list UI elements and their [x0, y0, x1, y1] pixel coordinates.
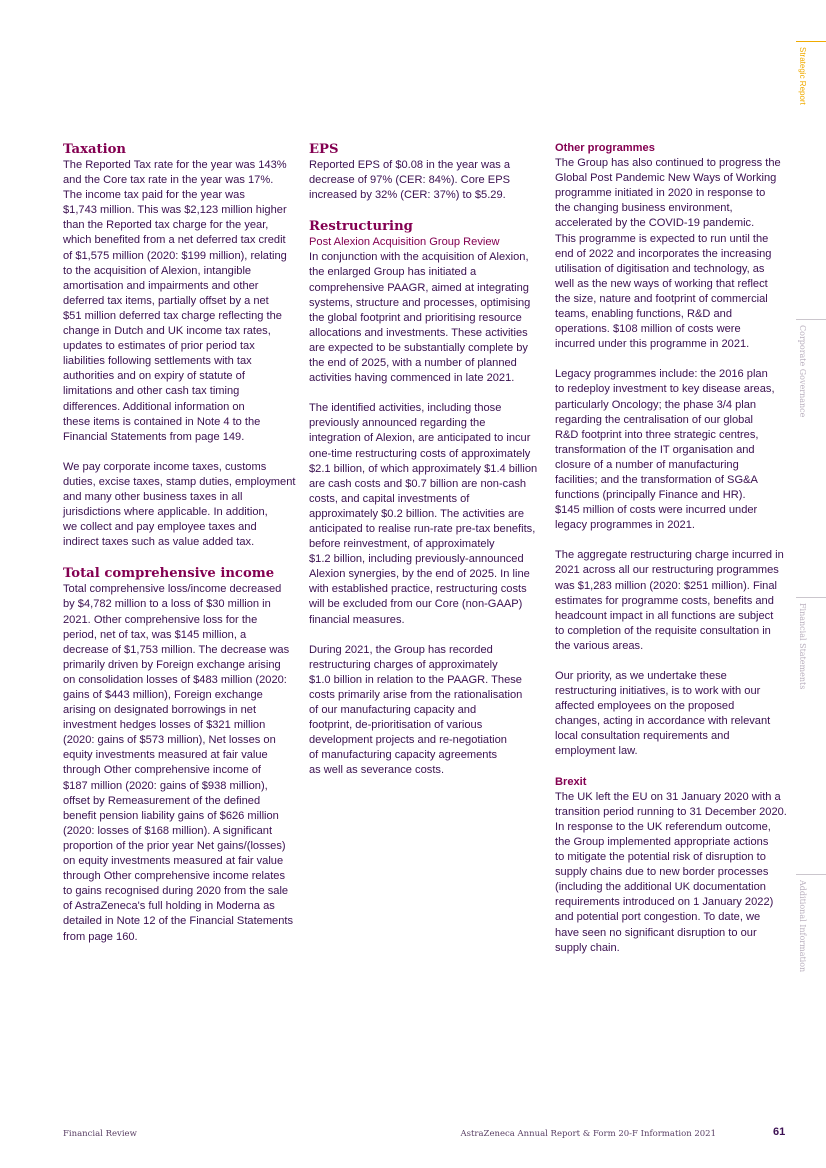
eps-heading: EPS: [309, 142, 339, 157]
restructuring-paragraph-2: The identified activities, including those previously announced regarding the integration of Alexion, are anticipated to incur one-time restructuring costs of approximately $2.1 billion, of which approximately $1.4 billion are cash costs and $0.7 billion are non-cash costs, and capital investments of approximately $0.2 billion. The activities are anticipated to realise run-rate pre-tax benefits, before reinvestment, of approximately $1.2 billion, including previously-announced Alexion synergies, by the end of 2025. In line with established practice, restructuring costs will be excluded from our Core (non-GAAP) financial measures.: [309, 402, 538, 626]
tab-indicator: [796, 874, 826, 875]
side-tab-label: Financial Statements: [798, 603, 807, 690]
tab-indicator: [796, 319, 826, 320]
restructuring-paragraph-1: In conjunction with the acquisition of Alexion, the enlarged Group has initiated a comprehensive PAAGR, aimed at integrating systems, structure and processes, optimising the global footprint and prioritising resource allocations and investments. These activities are expected to be substantially complete by the end of 2025, with a number of planned activities having commenced in late 2021.: [309, 251, 531, 385]
column-middle: [309, 141, 545, 778]
other-programmes-heading: Other programmes: [555, 142, 655, 154]
column-left: [63, 141, 299, 945]
brexit-paragraph: The UK left the EU on 31 January 2020 with a transition period running to 31 December 2020. In response to the UK referendum outcome, the Group implemented appropriate actions to mitigate the potential risk of disruption to supply chains due to new border processes (including the additional UK documentation requirements introduced on 1 January 2022) and potential port congestion. To date, we have seen no significant disruption to our supply chain.: [555, 790, 787, 954]
side-tab-label: Corporate Governance: [798, 325, 807, 418]
restructuring-heading: Restructuring: [309, 219, 413, 235]
other-programmes-paragraph-3: The aggregate restructuring charge incurred in 2021 across all our restructuring programmes was $1,283 million (2020: $251 million). Final estimates for programme costs, benefits and headcount impact in all functions are subject to completion of the requisite consultation in the various areas.: [555, 549, 784, 652]
tab-indicator: [796, 597, 826, 598]
other-programmes-paragraph-2: Legacy programmes include: the 2016 plan to redeploy investment to key disease areas, particularly Oncology; the phase 3/4 plan regarding the centralisation of our global R&D footprint into three strategic centres, transformation of the IT organisation and closure of a number of manufacturing facilities; and the transformation of SG&A functions (principally Finance and HR). $145 million of costs were incurred under legacy programmes in 2021.: [555, 368, 775, 532]
total-comprehensive-income-heading: Total comprehensive income: [63, 566, 275, 582]
side-tab-label: Additional Information: [798, 880, 807, 973]
footer-publication-title: AstraZeneca Annual Report & Form 20-F Information 2021: [460, 1129, 716, 1139]
restructuring-paragraph-3: During 2021, the Group has recorded restructuring charges of approximately $1.0 billion in relation to the PAAGR. These costs primarily arise from the rationalisation of our manufacturing capacity and footprint, de-prioritisation of various development projects and re-negotiation of manufacturing capacity agreements as well as severance costs.: [309, 643, 523, 777]
other-programmes-paragraph-4: Our priority, as we undertake these restructuring initiatives, is to work with our affected employees on the proposed changes, acting in accordance with relevant local consultation requirements and employment law.: [555, 670, 771, 758]
total-comprehensive-income-paragraph: Total comprehensive loss/income decreased by $4,782 million to a loss of $30 million in 2021. Other comprehensive loss for the period, net of tax, was $145 million, a decrease of $1,753 million. The decrease was primarily driven by Foreign exchange arising on consolidation losses of $483 million (2020: gains of $443 million), Foreign exchange arising on designated borrowings in net investment hedges losses of $321 million (2020: gains of $573 million), Net losses on equity investments measured at fair value through Other comprehensive income of $187 million (2020: gains of $938 million), offset by Remeasurement of the defined benefit pension liability gains of $626 million (2020: losses of $168 million). A significant proportion of the prior year Net gains/(losses) on equity investments measured at fair value through Other comprehensive income relates to gains recognised during 2020 from the sale of AstraZeneca's full holding in Moderna as detailed in Note 12 of the Financial Statements from page 160.: [63, 583, 294, 943]
column-right: [555, 141, 791, 956]
brexit-heading: Brexit: [555, 775, 587, 788]
tab-indicator: [796, 41, 826, 42]
page-number: 61: [773, 1126, 786, 1138]
restructuring-subheading: Post Alexion Acquisition Group Review: [309, 236, 500, 249]
other-programmes-paragraph-1: The Group has also continued to progress the Global Post Pandemic New Ways of Working programme initiated in 2020 in response to the changing business environment, accelerated by the COVID-19 pandemic. This programme is expected to run until the end of 2022 and incorporates the increasing utilisation of digitisation and technology, as well as the new ways of working that reflect the size, nature and footprint of commercial teams, enabling functions, R&D and operations. $108 million of costs were incurred under this programme in 2021.: [555, 157, 781, 351]
eps-paragraph: Reported EPS of $0.08 in the year was a decrease of 97% (CER: 84%). Core EPS increased by 32% (CER: 37%) to $5.29.: [309, 159, 511, 202]
taxation-heading: Taxation: [63, 142, 126, 157]
side-tab-label: Strategic Report: [798, 47, 807, 105]
taxation-paragraph-2: We pay corporate income taxes, customs duties, excise taxes, stamp duties, employment and many other business taxes in all jurisdictions where applicable. In addition, we collect and pay employee taxes and indirect taxes such as value added tax.: [63, 460, 296, 549]
taxation-paragraph-1: The Reported Tax rate for the year was 143% and the Core tax rate in the year was 17%. The income tax paid for the year was $1,743 million. This was $2,123 million higher than the Reported tax charge for the year, which benefited from a net deferred tax credit of $1,575 million (2020: $199 million), relating to the acquisition of Alexion, intangible amortisation and impairments and other deferred tax items, partially offset by a net $51 million deferred tax charge reflecting the change in Dutch and UK income tax rates, updates to estimates of prior period tax liabilities following settlements with tax authorities and on expiry of statute of limitations and other cash tax timing differences. Additional information on these items is contained in Note 4 to the Financial Statements from page 149.: [63, 159, 287, 443]
footer-section-name: Financial Review: [63, 1129, 137, 1139]
